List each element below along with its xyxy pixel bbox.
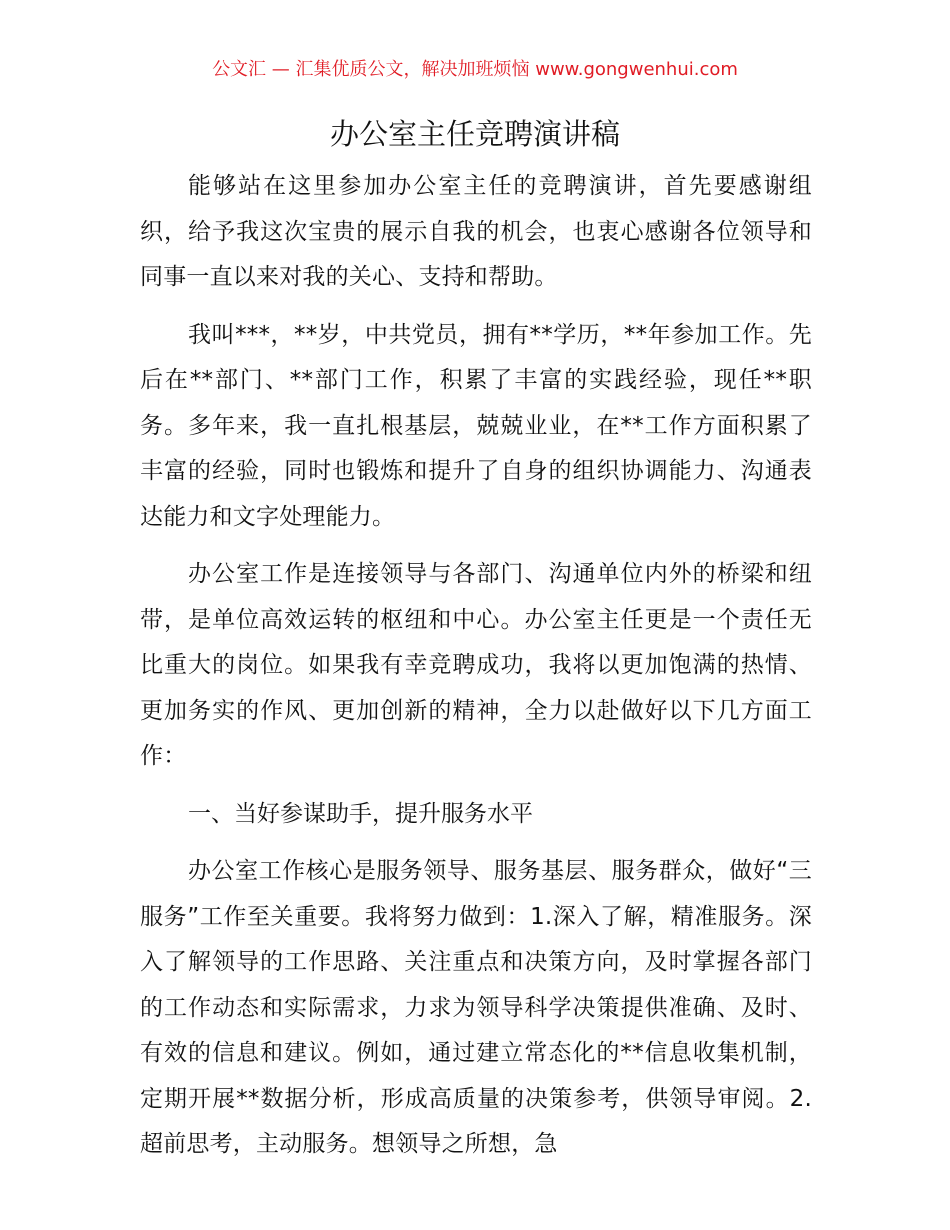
paragraph-role-understanding: 办公室工作是连接领导与各部门、沟通单位内外的桥梁和纽带，是单位高效运转的枢纽和中心。办公室主任更是一个责任无比重大的岗位。如果我有幸竞聘成功，我将以更加饱满的热情、更加务实的作风、更加创新的精神，全力以赴做好以下几方面工作： — [140, 561, 812, 769]
paragraph-section-one: 办公室工作核心是服务领导、服务基层、服务群众，做好“三服务”工作至关重要。我将努力做到：1.深入了解，精准服务。深入了解领导的工作思路、关注重点和决策方向，及时掌握各部门的工作动态和实际需求，力求为领导科学决策提供准确、及时、有效的信息和建议。例如，通过建立常态化的**信息收集机制，定期开展**数据分析，形成高质量的决策参考，供领导审阅。2.超前思考，主动服务。想领导之所想，急 — [140, 858, 812, 1157]
section-heading: 一、当好参谋助手，提升服务水平 — [188, 800, 533, 827]
site-banner: 公文汇 — 汇集优质公文，解决加班烦恼 www.gongwenhui.com — [212, 59, 738, 80]
document-title: 办公室主任竞聘演讲稿 — [329, 117, 620, 151]
paragraph-intro: 能够站在这里参加办公室主任的竞聘演讲，首先要感谢组织，给予我这次宝贵的展示自我的机会，也衷心感谢各位领导和同事一直以来对我的关心、支持和帮助。 — [140, 173, 812, 290]
document-body — [140, 164, 812, 1180]
paragraph-self-introduction: 我叫***，**岁，中共党员，拥有**学历，**年参加工作。先后在**部门、**部门工作，积累了丰富的实践经验，现任**职务。多年来，我一直扎根基层，兢兢业业，在**工作方面积累了丰富的经验，同时也锻炼和提升了自身的组织协调能力、沟通表达能力和文字处理能力。 — [140, 321, 812, 530]
